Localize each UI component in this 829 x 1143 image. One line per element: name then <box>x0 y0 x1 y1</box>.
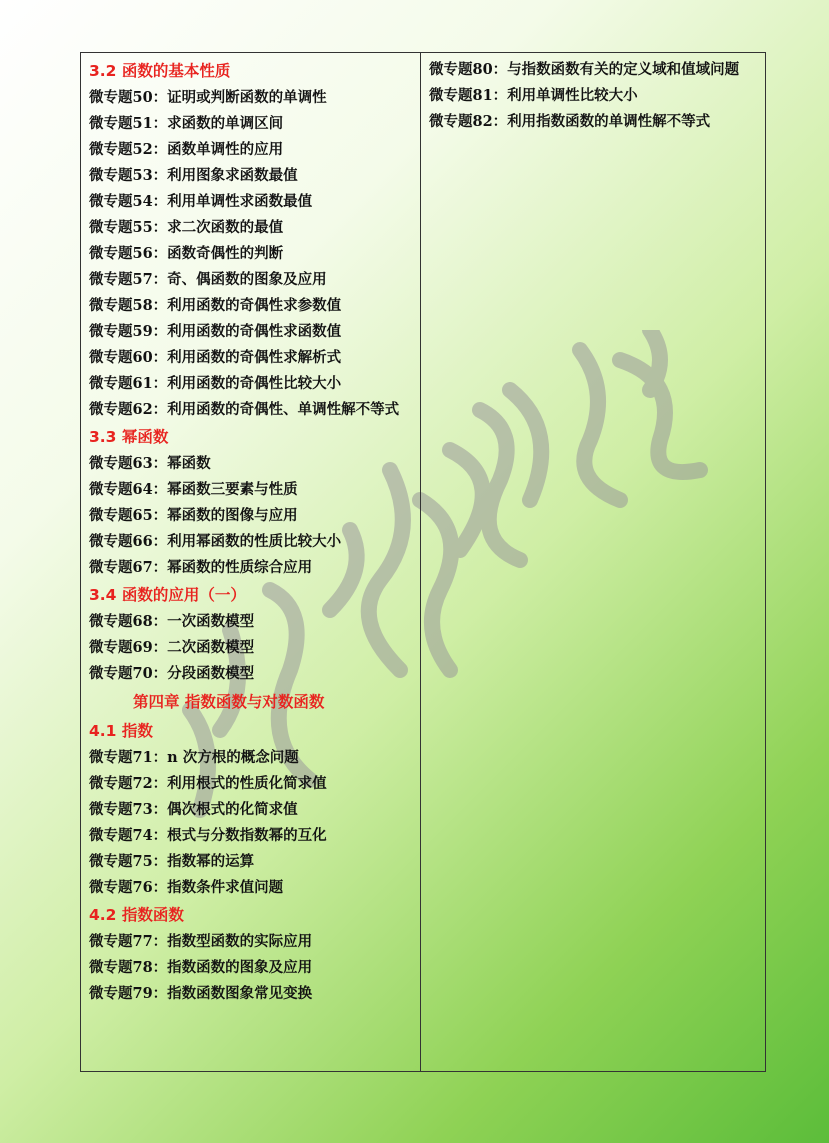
section-heading: 4.2 指数函数 <box>89 906 184 924</box>
section-heading: 4.1 指数 <box>89 722 153 740</box>
toc-left-column <box>81 53 421 1071</box>
toc-item: 微专题70：分段函数模型 <box>89 665 255 682</box>
section-heading: 3.4 函数的应用（一） <box>89 586 246 604</box>
toc-right-column <box>421 53 765 1071</box>
toc-item: 微专题77：指数型函数的实际应用 <box>89 933 313 950</box>
toc-item: 微专题60：利用函数的奇偶性求解析式 <box>89 349 342 366</box>
toc-item: 微专题64：幂函数三要素与性质 <box>89 481 298 498</box>
toc-item: 微专题56：函数奇偶性的判断 <box>89 245 284 262</box>
toc-item: 微专题68：一次函数模型 <box>89 613 255 630</box>
section-heading: 3.3 幂函数 <box>89 428 169 446</box>
toc-item: 微专题54：利用单调性求函数最值 <box>89 193 313 210</box>
toc-item: 微专题80：与指数函数有关的定义域和值域问题 <box>429 61 740 78</box>
toc-item: 微专题66：利用幂函数的性质比较大小 <box>89 533 342 550</box>
toc-item: 微专题50：证明或判断函数的单调性 <box>89 89 327 106</box>
toc-item: 微专题82：利用指数函数的单调性解不等式 <box>429 113 711 130</box>
chapter-heading: 第四章 指数函数与对数函数 <box>133 693 325 711</box>
toc-item: 微专题63：幂函数 <box>89 455 211 472</box>
toc-item: 微专题67：幂函数的性质综合应用 <box>89 559 313 576</box>
toc-item: 微专题69：二次函数模型 <box>89 639 255 656</box>
toc-item: 微专题53：利用图象求函数最值 <box>89 167 298 184</box>
toc-item: 微专题76：指数条件求值问题 <box>89 879 284 896</box>
toc-item: 微专题71：n 次方根的概念问题 <box>89 749 299 766</box>
toc-item: 微专题79：指数函数图象常见变换 <box>89 985 313 1002</box>
toc-item: 微专题55：求二次函数的最值 <box>89 219 284 236</box>
section-heading: 3.2 函数的基本性质 <box>89 62 231 80</box>
toc-item: 微专题73：偶次根式的化简求值 <box>89 801 298 818</box>
toc-item: 微专题51：求函数的单调区间 <box>89 115 284 132</box>
toc-item: 微专题75：指数幂的运算 <box>89 853 255 870</box>
toc-item: 微专题59：利用函数的奇偶性求函数值 <box>89 323 342 340</box>
toc-item: 微专题57：奇、偶函数的图象及应用 <box>89 271 327 288</box>
toc-item: 微专题61：利用函数的奇偶性比较大小 <box>89 375 342 392</box>
toc-item: 微专题81：利用单调性比较大小 <box>429 87 638 104</box>
toc-item: 微专题72：利用根式的性质化简求值 <box>89 775 327 792</box>
toc-item: 微专题58：利用函数的奇偶性求参数值 <box>89 297 342 314</box>
toc-item: 微专题74：根式与分数指数幂的互化 <box>89 827 327 844</box>
toc-item: 微专题78：指数函数的图象及应用 <box>89 959 313 976</box>
toc-item: 微专题52：函数单调性的应用 <box>89 141 284 158</box>
toc-item: 微专题65：幂函数的图像与应用 <box>89 507 298 524</box>
toc-item: 微专题62：利用函数的奇偶性、单调性解不等式 <box>89 401 400 418</box>
toc-table <box>80 52 766 1072</box>
